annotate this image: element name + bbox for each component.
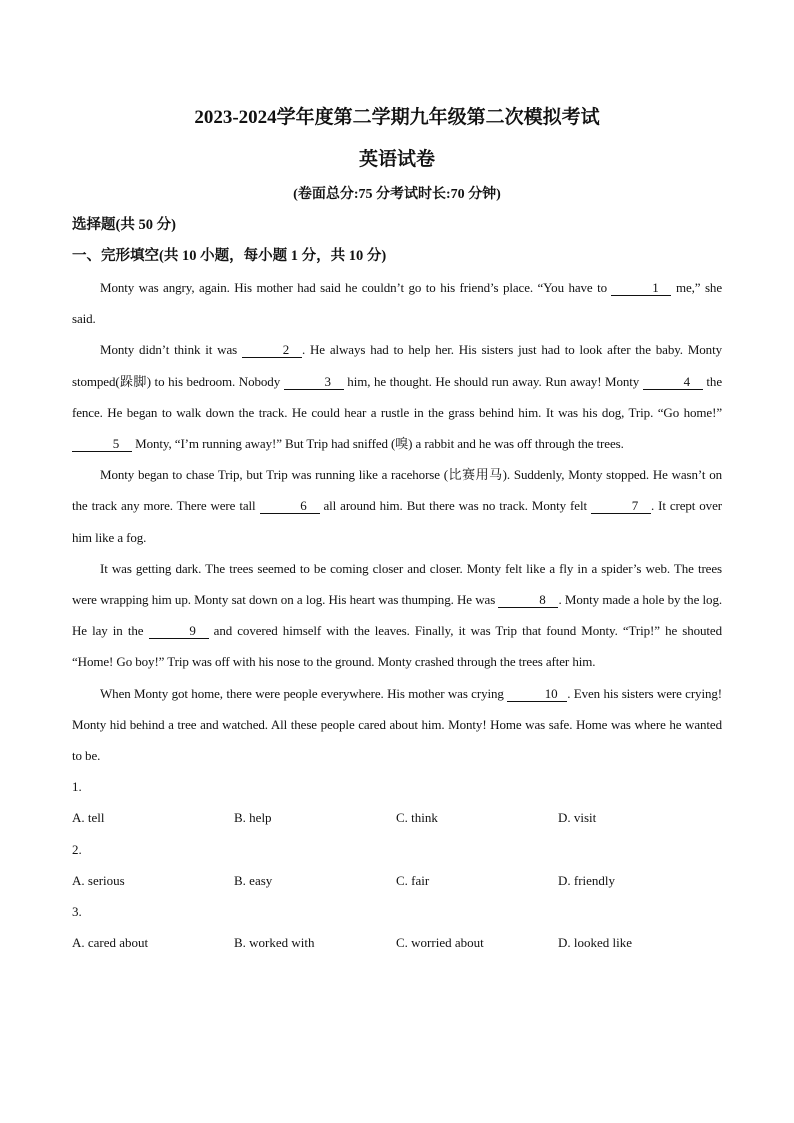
question-number: 3.	[72, 904, 82, 920]
passage-text: Monty didn’t think it was	[100, 342, 242, 358]
exam-meta: (卷面总分:75 分考试时长:70 分钟)	[293, 187, 501, 202]
cloze-blank: 10	[507, 687, 567, 702]
question-list	[72, 771, 722, 958]
passage-text: Monty began to chase Trip, but Trip was running like a racehorse (比赛用马). Suddenly, Monty stopped. He wasn’t on the track any more. There were tall	[72, 467, 722, 514]
passage-paragraph	[72, 459, 722, 553]
cloze-blank: 7	[591, 499, 651, 514]
passage-text: all around him. But there was no track. Monty felt	[319, 498, 591, 514]
passage-text: . He always had to help her. His sisters just had to look after the baby. Monty stomped(跺脚) to his bedroom. Nobody	[72, 342, 722, 389]
option-row	[72, 865, 722, 896]
answer-option[interactable]: B. worked with	[234, 935, 315, 951]
passage-text: me,” she said.	[72, 280, 722, 327]
exam-content	[72, 210, 722, 958]
passage-paragraph	[72, 678, 722, 772]
cloze-blank: 6	[260, 499, 320, 514]
passage-text: . Monty made a hole by the log. He lay in the	[72, 592, 722, 639]
cloze-blank: 4	[643, 375, 703, 390]
passage-text: him, he thought. He should run away. Run away! Monty	[343, 373, 643, 389]
answer-option[interactable]: A. cared about	[72, 935, 149, 951]
passage-text: It was getting dark. The trees seemed to be coming closer and closer. Monty felt like a fly in a spider’s web. The trees were wrapping him up. Monty sat down on a log. His heart was thumping. He was	[72, 560, 722, 608]
cloze-blank: 2	[242, 343, 302, 358]
exam-title: 2023-2024学年度第二学期九年级第二次模拟考试	[194, 107, 600, 128]
passage-text: . Even his sisters were crying! Monty hid behind a tree and watched. All these people cared about him. Monty! Home was safe. Home was where he wanted to be.	[72, 685, 722, 764]
cloze-blank: 5	[72, 437, 132, 452]
answer-option[interactable]: C. fair	[396, 872, 430, 888]
answer-option[interactable]: B. easy	[234, 872, 273, 888]
answer-option[interactable]: A. serious	[72, 872, 125, 888]
passage-text: and covered himself with the leaves. Finally, it was Trip that found Monty. “Trip!” he shouted “Home! Go boy!” Trip was off with his nose to the ground. Monty crashed through the trees after him.	[72, 623, 722, 670]
passage-text: Monty was angry, again. His mother had said he couldn’t go to his friend’s place. “You have to	[100, 280, 612, 295]
section-cloze-heading: 一、完形填空(共 10 小题，每小题 1 分，共 10 分)	[72, 248, 387, 264]
answer-option[interactable]: D. visit	[558, 810, 597, 826]
question-number: 1.	[72, 779, 82, 795]
cloze-blank: 1	[611, 281, 671, 296]
passage-text: When Monty got home, there were people everywhere. His mother was crying	[100, 685, 508, 701]
answer-option[interactable]: A. tell	[72, 810, 105, 826]
question-number: 2.	[72, 841, 82, 857]
passage-paragraph	[72, 334, 722, 459]
section-choice-heading: 选择题(共 50 分)	[72, 217, 176, 233]
cloze-blank: 9	[149, 624, 209, 639]
answer-option[interactable]: B. help	[234, 810, 272, 826]
cloze-blank: 8	[498, 593, 558, 608]
passage-text: the fence. He began to walk down the track. He could hear a rustle in the grass behind him. It was his dog, Trip. “Go home!”	[72, 373, 722, 420]
cloze-passage	[72, 272, 722, 771]
cloze-blank: 3	[284, 375, 344, 390]
passage-paragraph	[72, 553, 722, 678]
answer-option[interactable]: C. worried about	[396, 935, 484, 951]
passage-text: Monty, “I’m running away!” But Trip had sniffed (嗅) a rabbit and he was off through the trees.	[132, 436, 624, 452]
answer-option[interactable]: C. think	[396, 810, 438, 826]
exam-subtitle: 英语试卷	[358, 149, 435, 170]
option-row	[72, 802, 722, 833]
answer-option[interactable]: D. looked like	[558, 935, 633, 951]
option-row	[72, 927, 722, 958]
answer-option[interactable]: D. friendly	[558, 872, 616, 888]
passage-text: . It crept over him like a fog.	[72, 498, 722, 545]
passage-paragraph	[72, 272, 722, 334]
